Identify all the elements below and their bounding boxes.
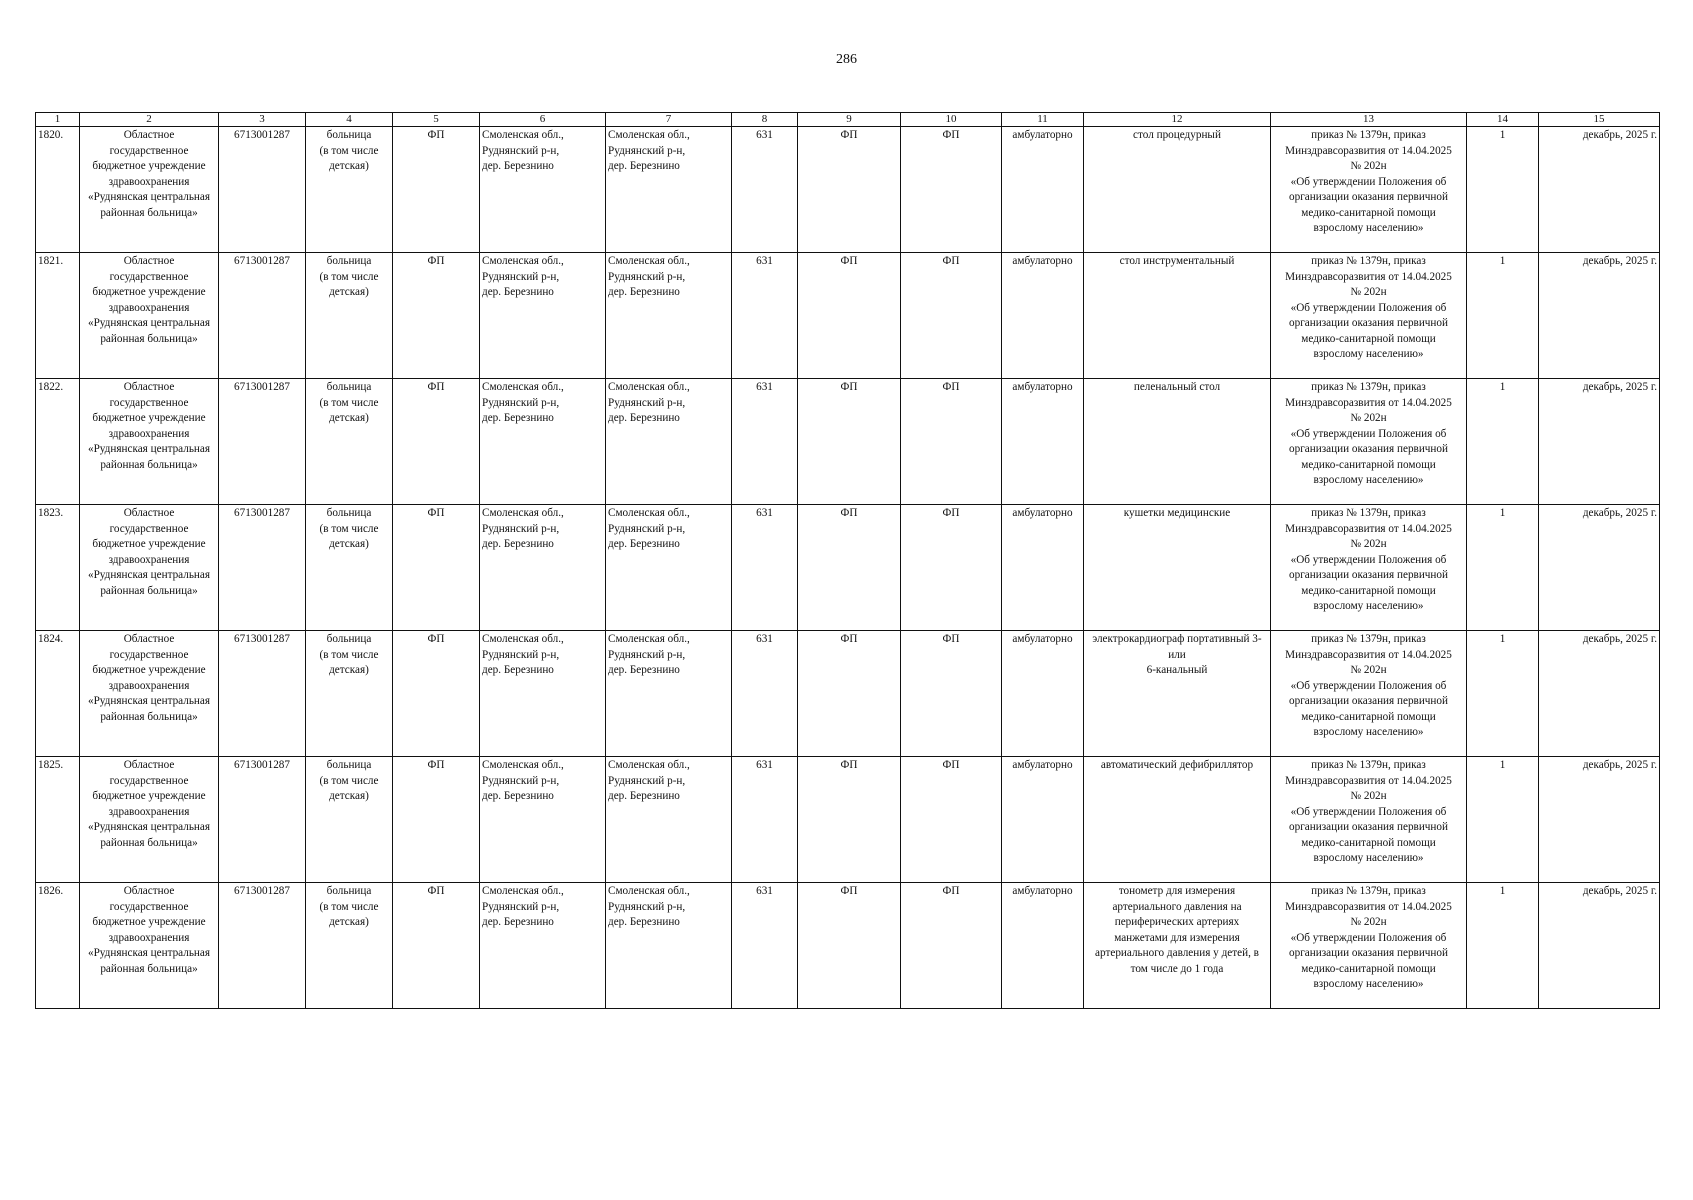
column-header: 8 <box>732 113 798 127</box>
equipment-cell: электрокардиограф портативный 3- или 6-канальный <box>1084 631 1271 757</box>
row-number: 1821. <box>36 253 80 379</box>
unit-cell: ФП <box>901 253 1002 379</box>
organization-cell: Областное государственное бюджетное учреждение здравоохранения «Руднянская центральная районная больница» <box>80 127 219 253</box>
order-cell: приказ № 1379н, приказ Минздравсоразвития от 14.04.2025 № 202н «Об утверждении Положения об организации оказания первичной медико-санитарной помощи взрослому населению» <box>1271 631 1467 757</box>
quantity-cell: 1 <box>1467 379 1539 505</box>
facility-type-cell: больница (в том числе детская) <box>306 757 393 883</box>
organization-cell: Областное государственное бюджетное учреждение здравоохранения «Руднянская центральная районная больница» <box>80 757 219 883</box>
unit-cell: ФП <box>393 127 480 253</box>
row-number: 1823. <box>36 505 80 631</box>
column-header: 7 <box>606 113 732 127</box>
address-cell: Смоленская обл., Руднянский р-н, дер. Березнино <box>480 631 606 757</box>
table-row <box>36 757 1660 883</box>
code-cell: 631 <box>732 253 798 379</box>
care-mode-cell: амбулаторно <box>1002 631 1084 757</box>
care-mode-cell: амбулаторно <box>1002 757 1084 883</box>
column-header: 2 <box>80 113 219 127</box>
organization-cell: Областное государственное бюджетное учреждение здравоохранения «Руднянская центральная районная больница» <box>80 505 219 631</box>
column-header: 14 <box>1467 113 1539 127</box>
column-header: 13 <box>1271 113 1467 127</box>
address-cell: Смоленская обл., Руднянский р-н, дер. Березнино <box>480 757 606 883</box>
column-header: 9 <box>798 113 901 127</box>
code-cell: 631 <box>732 505 798 631</box>
equipment-cell: тонометр для измерения артериального давления на периферических артериях манжетами для измерения артериального давления у детей, в том числе до 1 года <box>1084 883 1271 1009</box>
care-mode-cell: амбулаторно <box>1002 883 1084 1009</box>
unit-cell: ФП <box>393 757 480 883</box>
unit-cell: ФП <box>393 631 480 757</box>
unit-cell: ФП <box>393 253 480 379</box>
equipment-cell: автоматический дефибриллятор <box>1084 757 1271 883</box>
address-cell: Смоленская обл., Руднянский р-н, дер. Березнино <box>606 631 732 757</box>
column-header: 3 <box>219 113 306 127</box>
order-cell: приказ № 1379н, приказ Минздравсоразвития от 14.04.2025 № 202н «Об утверждении Положения об организации оказания первичной медико-санитарной помощи взрослому населению» <box>1271 757 1467 883</box>
address-cell: Смоленская обл., Руднянский р-н, дер. Березнино <box>480 883 606 1009</box>
order-cell: приказ № 1379н, приказ Минздравсоразвития от 14.04.2025 № 202н «Об утверждении Положения об организации оказания первичной медико-санитарной помощи взрослому населению» <box>1271 379 1467 505</box>
unit-cell: ФП <box>901 757 1002 883</box>
column-header: 10 <box>901 113 1002 127</box>
date-cell: декабрь, 2025 г. <box>1539 253 1660 379</box>
unit-cell: ФП <box>798 127 901 253</box>
code-cell: 631 <box>732 757 798 883</box>
order-cell: приказ № 1379н, приказ Минздравсоразвития от 14.04.2025 № 202н «Об утверждении Положения об организации оказания первичной медико-санитарной помощи взрослому населению» <box>1271 883 1467 1009</box>
table-row <box>36 631 1660 757</box>
equipment-cell: кушетки медицинские <box>1084 505 1271 631</box>
column-header: 1 <box>36 113 80 127</box>
care-mode-cell: амбулаторно <box>1002 253 1084 379</box>
organization-cell: Областное государственное бюджетное учреждение здравоохранения «Руднянская центральная районная больница» <box>80 253 219 379</box>
address-cell: Смоленская обл., Руднянский р-н, дер. Березнино <box>480 505 606 631</box>
unit-cell: ФП <box>798 505 901 631</box>
organization-cell: Областное государственное бюджетное учреждение здравоохранения «Руднянская центральная районная больница» <box>80 631 219 757</box>
date-cell: декабрь, 2025 г. <box>1539 631 1660 757</box>
date-cell: декабрь, 2025 г. <box>1539 379 1660 505</box>
date-cell: декабрь, 2025 г. <box>1539 127 1660 253</box>
quantity-cell: 1 <box>1467 757 1539 883</box>
quantity-cell: 1 <box>1467 883 1539 1009</box>
row-number: 1825. <box>36 757 80 883</box>
row-number: 1826. <box>36 883 80 1009</box>
equipment-cell: пеленальный стол <box>1084 379 1271 505</box>
organization-cell: Областное государственное бюджетное учреждение здравоохранения «Руднянская центральная районная больница» <box>80 883 219 1009</box>
address-cell: Смоленская обл., Руднянский р-н, дер. Березнино <box>606 757 732 883</box>
equipment-cell: стол инструментальный <box>1084 253 1271 379</box>
unit-cell: ФП <box>393 883 480 1009</box>
inn-cell: 6713001287 <box>219 757 306 883</box>
unit-cell: ФП <box>901 883 1002 1009</box>
unit-cell: ФП <box>901 127 1002 253</box>
header-row <box>36 113 1660 127</box>
facility-type-cell: больница (в том числе детская) <box>306 253 393 379</box>
date-cell: декабрь, 2025 г. <box>1539 757 1660 883</box>
facility-type-cell: больница (в том числе детская) <box>306 379 393 505</box>
care-mode-cell: амбулаторно <box>1002 379 1084 505</box>
quantity-cell: 1 <box>1467 253 1539 379</box>
order-cell: приказ № 1379н, приказ Минздравсоразвития от 14.04.2025 № 202н «Об утверждении Положения об организации оказания первичной медико-санитарной помощи взрослому населению» <box>1271 127 1467 253</box>
date-cell: декабрь, 2025 г. <box>1539 505 1660 631</box>
inn-cell: 6713001287 <box>219 631 306 757</box>
unit-cell: ФП <box>798 883 901 1009</box>
unit-cell: ФП <box>798 379 901 505</box>
code-cell: 631 <box>732 883 798 1009</box>
address-cell: Смоленская обл., Руднянский р-н, дер. Березнино <box>606 505 732 631</box>
order-cell: приказ № 1379н, приказ Минздравсоразвития от 14.04.2025 № 202н «Об утверждении Положения об организации оказания первичной медико-санитарной помощи взрослому населению» <box>1271 505 1467 631</box>
column-header: 12 <box>1084 113 1271 127</box>
unit-cell: ФП <box>901 505 1002 631</box>
address-cell: Смоленская обл., Руднянский р-н, дер. Березнино <box>606 379 732 505</box>
table-row <box>36 505 1660 631</box>
address-cell: Смоленская обл., Руднянский р-н, дер. Березнино <box>606 127 732 253</box>
address-cell: Смоленская обл., Руднянский р-н, дер. Березнино <box>606 883 732 1009</box>
row-number: 1824. <box>36 631 80 757</box>
unit-cell: ФП <box>901 379 1002 505</box>
facility-type-cell: больница (в том числе детская) <box>306 883 393 1009</box>
care-mode-cell: амбулаторно <box>1002 505 1084 631</box>
equipment-cell: стол процедурный <box>1084 127 1271 253</box>
inn-cell: 6713001287 <box>219 883 306 1009</box>
inn-cell: 6713001287 <box>219 505 306 631</box>
unit-cell: ФП <box>798 631 901 757</box>
care-mode-cell: амбулаторно <box>1002 127 1084 253</box>
quantity-cell: 1 <box>1467 505 1539 631</box>
table-row <box>36 883 1660 1009</box>
table-row <box>36 253 1660 379</box>
inn-cell: 6713001287 <box>219 253 306 379</box>
code-cell: 631 <box>732 631 798 757</box>
equipment-registry-table <box>35 112 1660 1009</box>
unit-cell: ФП <box>393 505 480 631</box>
row-number: 1822. <box>36 379 80 505</box>
facility-type-cell: больница (в том числе детская) <box>306 127 393 253</box>
page-number: 286 <box>836 52 857 67</box>
column-header: 6 <box>480 113 606 127</box>
date-cell: декабрь, 2025 г. <box>1539 883 1660 1009</box>
address-cell: Смоленская обл., Руднянский р-н, дер. Березнино <box>480 379 606 505</box>
facility-type-cell: больница (в том числе детская) <box>306 505 393 631</box>
column-header: 11 <box>1002 113 1084 127</box>
row-number: 1820. <box>36 127 80 253</box>
table-row <box>36 127 1660 253</box>
unit-cell: ФП <box>901 631 1002 757</box>
code-cell: 631 <box>732 379 798 505</box>
code-cell: 631 <box>732 127 798 253</box>
address-cell: Смоленская обл., Руднянский р-н, дер. Березнино <box>480 253 606 379</box>
unit-cell: ФП <box>393 379 480 505</box>
column-header: 4 <box>306 113 393 127</box>
inn-cell: 6713001287 <box>219 379 306 505</box>
address-cell: Смоленская обл., Руднянский р-н, дер. Березнино <box>480 127 606 253</box>
column-header: 15 <box>1539 113 1660 127</box>
facility-type-cell: больница (в том числе детская) <box>306 631 393 757</box>
quantity-cell: 1 <box>1467 127 1539 253</box>
organization-cell: Областное государственное бюджетное учреждение здравоохранения «Руднянская центральная районная больница» <box>80 379 219 505</box>
unit-cell: ФП <box>798 253 901 379</box>
inn-cell: 6713001287 <box>219 127 306 253</box>
address-cell: Смоленская обл., Руднянский р-н, дер. Березнино <box>606 253 732 379</box>
order-cell: приказ № 1379н, приказ Минздравсоразвития от 14.04.2025 № 202н «Об утверждении Положения об организации оказания первичной медико-санитарной помощи взрослому населению» <box>1271 253 1467 379</box>
table-row <box>36 379 1660 505</box>
quantity-cell: 1 <box>1467 631 1539 757</box>
column-header: 5 <box>393 113 480 127</box>
unit-cell: ФП <box>798 757 901 883</box>
